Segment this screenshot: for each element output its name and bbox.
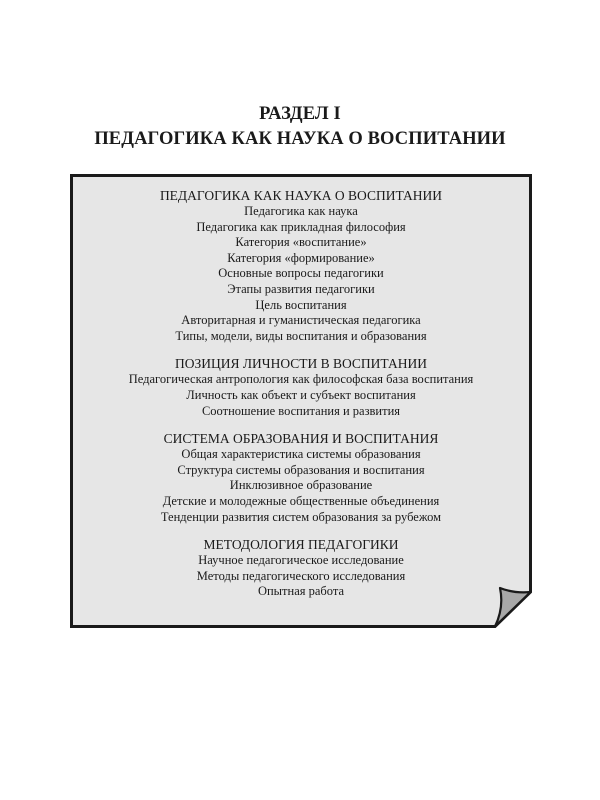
section-number: РАЗДЕЛ I bbox=[259, 104, 341, 124]
topic-item: Опытная работа bbox=[257, 584, 345, 599]
topic-item: Тенденции развития систем образования за рубежом bbox=[160, 509, 442, 524]
topic-item: Педагогика как наука bbox=[244, 204, 358, 218]
block-title: МЕТОДОЛОГИЯ ПЕДАГОГИКИ bbox=[203, 537, 399, 553]
topic-item: Общая характеристика системы образования bbox=[181, 447, 421, 462]
topic-item: Методы педагогического исследования bbox=[196, 568, 406, 583]
block-title: ПЕДАГОГИКА КАК НАУКА О ВОСПИТАНИИ bbox=[159, 188, 443, 203]
block-title: СИСТЕМА ОБРАЗОВАНИЯ И ВОСПИТАНИЯ bbox=[163, 431, 439, 447]
topic-item: Педагогическая антропология как философская база воспитания bbox=[128, 372, 474, 387]
contents-block bbox=[70, 537, 532, 600]
topic-item: Личность как объект и субъект воспитания bbox=[186, 387, 416, 402]
contents-block bbox=[70, 431, 532, 525]
contents-block bbox=[70, 356, 532, 419]
topic-item: Структура системы образования и воспитания bbox=[177, 462, 425, 477]
topic-item: Инклюзивное образование bbox=[229, 478, 373, 493]
topic-item: Соотношение воспитания и развития bbox=[201, 403, 401, 418]
section-title: ПЕДАГОГИКА КАК НАУКА О ВОСПИТАНИИ bbox=[94, 129, 506, 149]
topic-item: Основные вопросы педагогики bbox=[218, 266, 384, 281]
topic-item: Научное педагогическое исследование bbox=[198, 553, 404, 568]
topic-item: Типы, модели, виды воспитания и образования bbox=[175, 328, 427, 343]
topic-item: Категория «воспитание» bbox=[235, 235, 367, 250]
contents-list bbox=[70, 188, 532, 612]
topic-item: Категория «формирование» bbox=[227, 250, 375, 265]
topic-item: Детские и молодежные общественные объединения bbox=[162, 493, 440, 508]
topic-item: Педагогика как прикладная философия bbox=[196, 219, 406, 234]
contents-block bbox=[70, 188, 532, 344]
topic-item: Цель воспитания bbox=[255, 297, 347, 312]
topic-item: Этапы развития педагогики bbox=[227, 281, 375, 296]
contents-panel bbox=[70, 174, 532, 628]
topic-item: Авторитарная и гуманистическая педагогика bbox=[181, 313, 421, 328]
section-heading bbox=[0, 102, 600, 152]
block-title: ПОЗИЦИЯ ЛИЧНОСТИ В ВОСПИТАНИИ bbox=[175, 356, 427, 372]
